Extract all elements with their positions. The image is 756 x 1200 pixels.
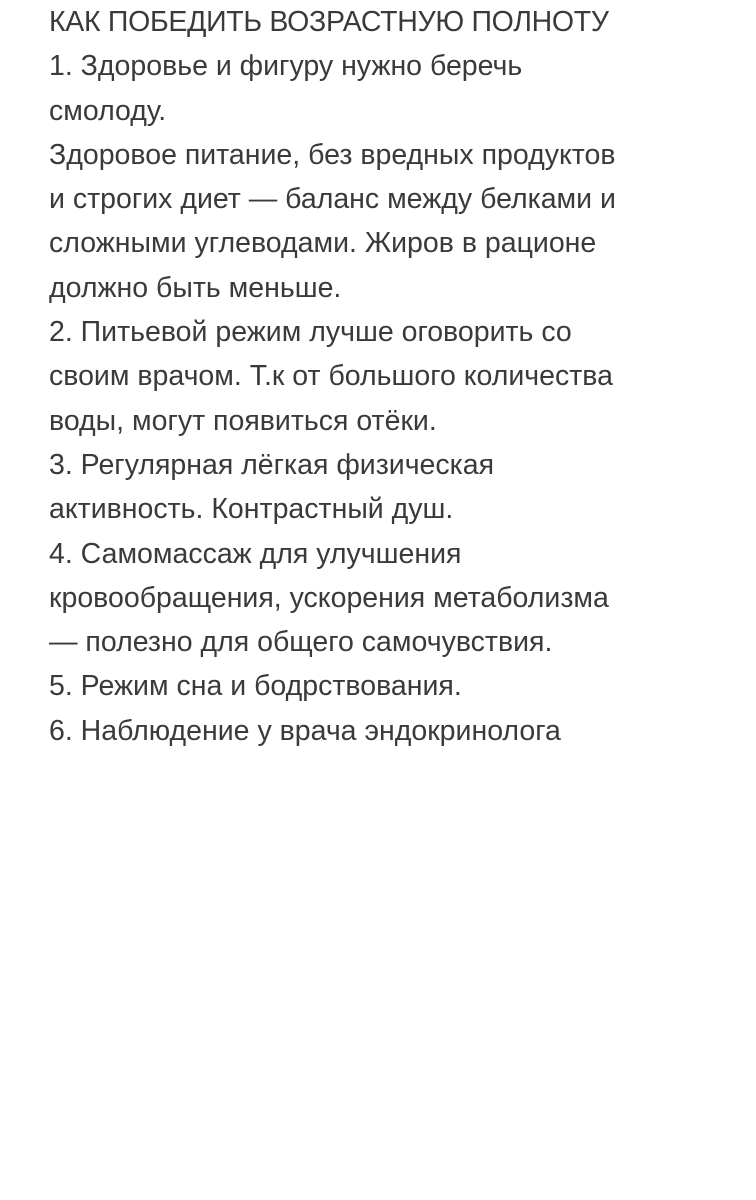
note-line-12: 4. Самомассаж для улучшения	[49, 537, 462, 570]
note-line-15: 5. Режим сна и бодрствования.	[49, 670, 462, 703]
note-body	[49, 0, 749, 753]
note-line-9: воды, могут появиться отёки.	[49, 404, 437, 437]
note-line-16: 6. Наблюдение у врача эндокринолога	[49, 714, 561, 747]
note-line-11: активность. Контрастный душ.	[49, 493, 454, 526]
note-line-6: должно быть меньше.	[49, 271, 342, 304]
note-line-4: и строгих диет — баланс между белками и	[49, 183, 616, 216]
note-line-14: — полезно для общего самочувствия.	[49, 626, 553, 659]
note-line-3: Здоровое питание, без вредных продуктов	[49, 138, 616, 171]
note-line-10: 3. Регулярная лёгкая физическая	[49, 448, 495, 481]
note-line-1: 1. Здоровье и фигуру нужно беречь	[49, 50, 523, 83]
note-line-5: сложными углеводами. Жиров в рационе	[49, 227, 597, 260]
note-line-2: смолоду.	[49, 94, 167, 127]
note-line-13: кровообращения, ускорения метаболизма	[49, 581, 609, 614]
note-line-8: своим врачом. Т.к от большого количества	[49, 360, 613, 393]
note-line-7: 2. Питьевой режим лучше оговорить со	[49, 316, 572, 349]
note-title: КАК ПОБЕДИТЬ ВОЗРАСТНУЮ ПОЛНОТУ	[49, 6, 609, 38]
